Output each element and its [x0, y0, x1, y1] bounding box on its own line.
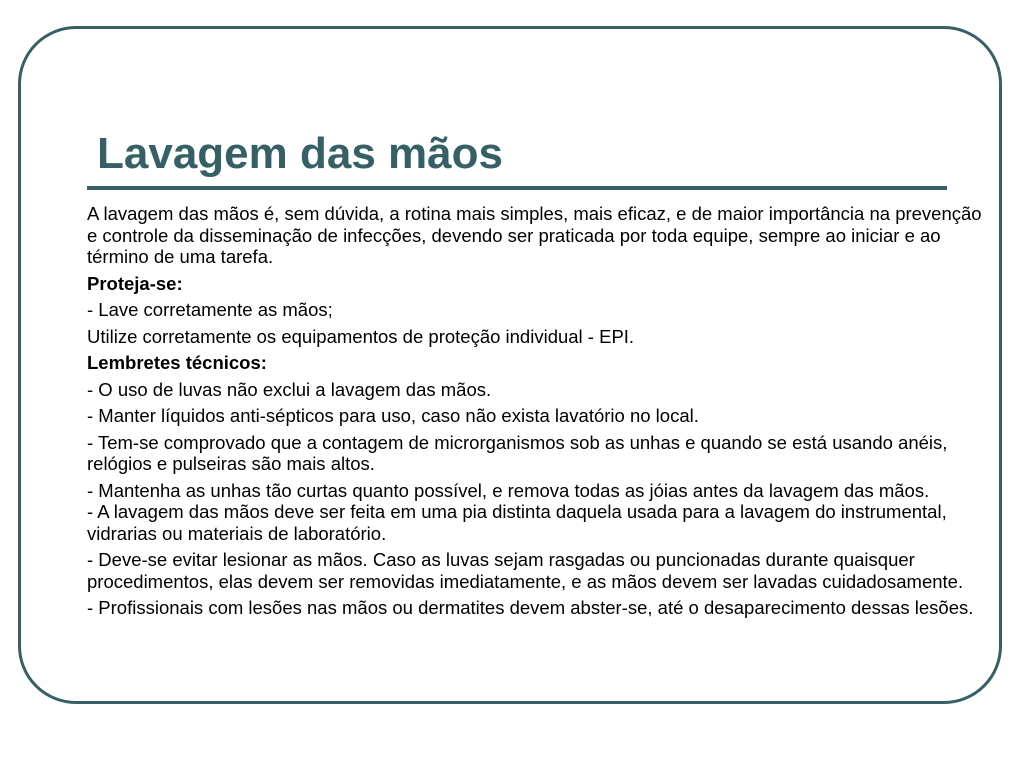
section-heading-reminders: Lembretes técnicos: — [87, 352, 267, 373]
slide-title: Lavagem das mãos — [97, 129, 503, 178]
slide-body — [87, 203, 992, 624]
list-item: - Tem-se comprovado que a contagem de microrganismos sob as unhas e quando se está usando anéis, relógios e pulseiras são mais altos. — [87, 431, 948, 474]
title-underline — [87, 186, 947, 190]
list-item: - Deve-se evitar lesionar as mãos. Caso as luvas sejam rasgadas ou puncionadas durante quaisquer procedimentos, elas devem ser removidas imediatamente, e as mãos devem ser lavadas cuidadosamente. — [87, 549, 964, 592]
list-item: - O uso de luvas não exclui a lavagem das mãos. — [87, 378, 492, 400]
list-item: - Profissionais com lesões nas mãos ou dermatites devem abster-se, até o desaparecimento dessas lesões. — [87, 597, 974, 618]
list-item: - Manter líquidos anti-sépticos para uso, caso não exista lavatório no local. — [87, 405, 699, 426]
list-item: Utilize corretamente os equipamentos de proteção individual - EPI. — [87, 325, 635, 347]
list-item: - Mantenha as unhas tão curtas quanto possível, e remova todas as jóias antes da lavagem das mãos. — [87, 479, 930, 501]
list-item: - Lave corretamente as mãos; — [87, 299, 333, 320]
intro-paragraph: A lavagem das mãos é, sem dúvida, a rotina mais simples, mais eficaz, e de maior importância na prevenção e controle da disseminação de infecções, devendo ser praticada por toda equipe, sempre ao iniciar e ao término de uma tarefa. — [87, 203, 982, 267]
section-heading-protect: Proteja-se: — [87, 272, 183, 294]
list-item: - A lavagem das mãos deve ser feita em uma pia distinta daquela usada para a lavagem do instrumental, vidrarias ou materiais de laboratório. — [87, 501, 947, 544]
